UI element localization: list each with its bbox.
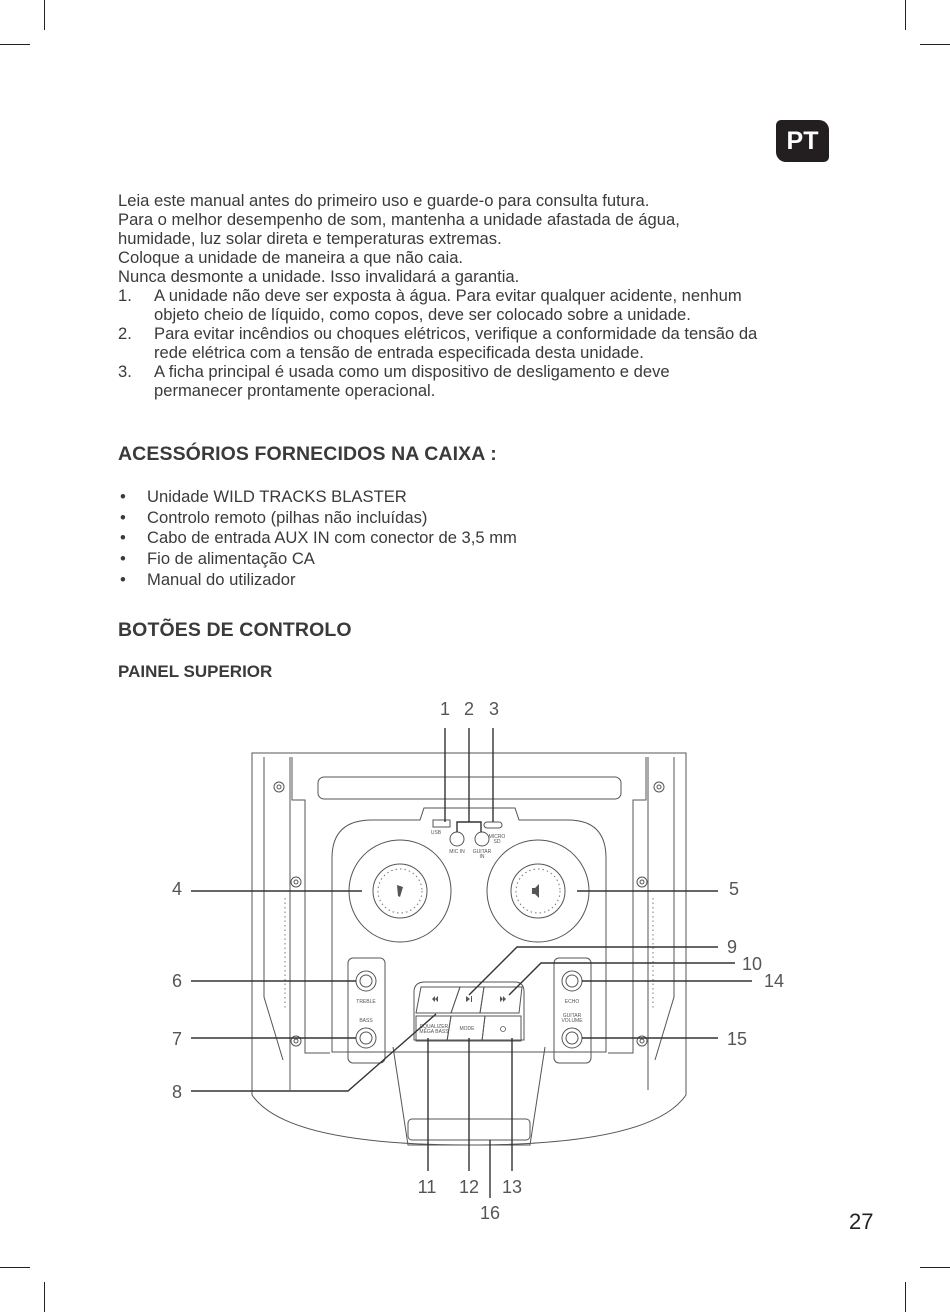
left-rail [264,757,290,1090]
right-bracket [608,757,646,1053]
page-number: 27 [849,1209,874,1234]
callout-16: 16 [479,1203,501,1223]
list-item: • Manual do utilizador [118,570,517,591]
micro-sd-slot [484,822,502,828]
intro-line: Leia este manual antes do primeiro uso e guarde-o para consulta futura. [118,191,650,210]
mic-in-label: MIC IN [449,849,465,855]
item-number: 3. [118,362,132,381]
play-pause-icon [466,996,472,1002]
item-line: rede elétrica com a tensão de entrada especificada desta unidade. [154,343,644,362]
screw-hole [291,877,301,887]
callout-5: 5 [728,879,740,899]
intro-line: Coloque a unidade de maneira a que não caia. [118,248,464,267]
intro-line: humidade, luz solar direta e temperaturas extremas. [118,229,502,248]
item-line: Para evitar incêndios ou choques elétricos, verifique a conformidade da tensão da [154,324,758,343]
guitar-in-label: IN [479,854,485,860]
intro-line: Nunca desmonte a unidade. Isso invalidará a garantia. [118,267,520,286]
next-track-icon [500,996,506,1002]
bass-knob [356,1028,376,1048]
equalizer-label: EQUALIZER [419,1024,449,1030]
callout-8: 8 [171,1082,183,1102]
guitar-in-label: GUITAR [472,849,492,855]
bass-knob-inner [360,1032,372,1044]
guitar-volume-knob-inner [566,1032,578,1044]
top-panel-subheading: PAINEL SUPERIOR [118,662,273,681]
treble-knob-inner [360,975,372,987]
list-item: • Cabo de entrada AUX IN com conector de 3,5 mm [118,528,517,549]
prev-track-icon [432,996,438,1002]
echo-label: ECHO [564,999,580,1005]
screw-hole [274,782,284,792]
list-item: • Unidade WILD TRACKS BLASTER [118,487,517,508]
micro-sd-label: SD [493,839,501,845]
right-rail [648,757,674,1090]
item-line: permanecer prontamente operacional. [154,381,436,400]
echo-knob-inner [566,975,578,987]
usb-label: USB [430,830,442,836]
callout-13: 13 [501,1177,523,1197]
equalizer-label: MEGA BASS [419,1029,449,1035]
guitar-in-jack [475,832,489,846]
usb-port [433,820,450,827]
callout-7: 7 [171,1029,183,1049]
left-knob-panel [348,958,385,1063]
mic-in-jack [450,832,464,846]
leader-line-2 [457,728,481,832]
right-knob-panel [554,958,591,1063]
power-button [482,1016,521,1041]
controls-heading: BOTÕES DE CONTROLO [118,619,352,641]
item-number: 1. [118,286,132,305]
callout-11: 11 [417,1177,437,1197]
callout-15: 15 [726,1029,748,1049]
item-line: A ficha principal é usada como um dispositivo de desligamento e deve [154,362,670,381]
speaker-icon [532,884,539,898]
callout-1: 1 [439,699,451,719]
left-bracket [292,757,330,1053]
language-badge: PT [776,120,829,162]
item-line: A unidade não deve ser exposta à água. Para evitar qualquer acidente, nenhum [154,286,742,305]
list-item: • Controlo remoto (pilhas não incluídas) [118,508,517,529]
guitar-volume-label: VOLUME [561,1018,583,1024]
leader-line-9 [469,947,718,995]
callout-9: 9 [726,937,738,957]
item-line: objeto cheio de líquido, como copos, deve ser colocado sobre a unidade. [154,305,691,324]
mode-label: MODE [459,1026,475,1032]
callout-10: 10 [741,954,763,974]
leader-line-10 [509,963,735,995]
callout-2: 2 [463,699,475,719]
microphone-icon [397,885,403,897]
intro-line: Para o melhor desempenho de som, mantenha a unidade afastada de água, [118,210,680,229]
callout-3: 3 [488,699,500,719]
callout-4: 4 [171,879,183,899]
screw-hole [637,877,647,887]
power-icon [501,1027,506,1032]
guitar-volume-label: GUITAR [562,1013,582,1019]
accessories-heading: ACESSÓRIOS FORNECIDOS NA CAIXA : [118,443,497,465]
echo-knob [562,971,582,991]
treble-knob [356,971,376,991]
callout-12: 12 [458,1177,480,1197]
callout-6: 6 [171,971,183,991]
screw-hole [654,782,664,792]
bass-label: BASS [359,1018,373,1024]
micro-sd-label: MICRO [488,834,506,840]
guitar-volume-knob [562,1028,582,1048]
treble-label: TREBLE [356,999,376,1005]
list-item: • Fio de alimentação CA [118,549,517,570]
callout-14: 14 [763,971,785,991]
item-number: 2. [118,324,132,343]
